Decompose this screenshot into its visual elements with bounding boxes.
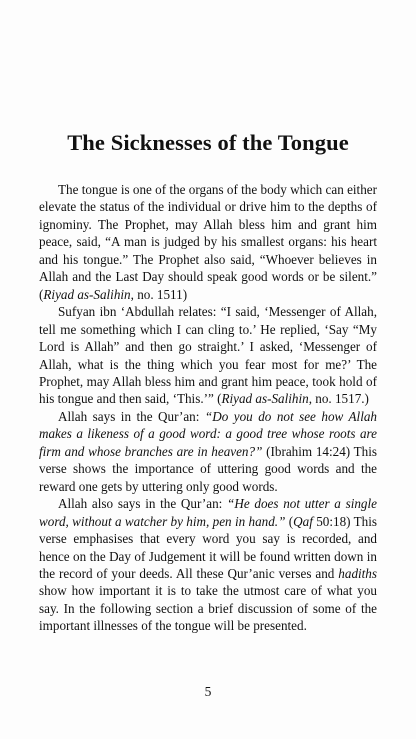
italic-text-segment: Riyad as-Salihin <box>221 391 309 407</box>
text-segment: (Ibrahim 14:24) This verse shows the importance of uttering good words and the reward one gets by uttering only good words. <box>39 443 377 494</box>
text-segment: Allah also says in the Qur’an: <box>58 496 228 512</box>
text-segment: The tongue is one of the organs of the body which can either elevate the status of the individual or drive him to the depths of ignominy. The Prophet, may Allah bless him and grant him peace, said, “A man is judged by his smallest organs: his heart and his tongue.” The Prophet also said, “Whoever believes in Allah and the Last Day should speak good words or be silent.” ( <box>39 182 377 302</box>
italic-text-segment: hadiths <box>338 565 377 581</box>
page-number: 5 <box>204 684 212 699</box>
text-segment: ( <box>285 513 294 529</box>
body-paragraph <box>39 495 377 635</box>
italic-text-segment: Riyad as-Salihin <box>43 286 131 302</box>
text-segment: show how important it is to take the utmost care of what you say. In the following section a brief discussion of some of the important illnesses of the tongue will be presented. <box>39 583 377 634</box>
text-segment: Sufyan ibn ‘Abdullah relates: “I said, ‘Messenger of Allah, tell me something which I can cling to.’ He replied, ‘Say “My Lord is Allah” and then go straight.’ I asked, ‘Messenger of Allah, what is the thing which you fear most for me?’ The Prophet, may Allah bless him and grant him peace, took hold of his tongue and then said, ‘This.’” ( <box>39 304 377 407</box>
body-paragraph <box>39 408 377 495</box>
text-segment: Allah says in the Qur’an: <box>58 408 205 424</box>
chapter-title: The Sicknesses of the Tongue <box>67 130 349 155</box>
body-paragraph <box>39 303 377 408</box>
body-paragraph <box>39 181 377 303</box>
text-segment: , no. 1517.) <box>308 391 369 407</box>
italic-text-segment: “He does not utter a single word, without a watcher by him, pen in hand.” <box>39 496 377 529</box>
italic-text-segment: Qaf <box>293 513 313 529</box>
italic-text-segment: “Do you do not see how Allah makes a likeness of a good word: a good tree whose roots are firm and whose branches are in heaven?” <box>39 408 377 459</box>
text-segment: , no. 1511) <box>130 286 188 302</box>
text-segment: 50:18) This verse emphasises that every word you say is recorded, and hence on the Day of Judgement it will be found written down in the record of your deeds. All these Qur’anic verses and <box>39 513 377 581</box>
body-text <box>39 181 377 635</box>
